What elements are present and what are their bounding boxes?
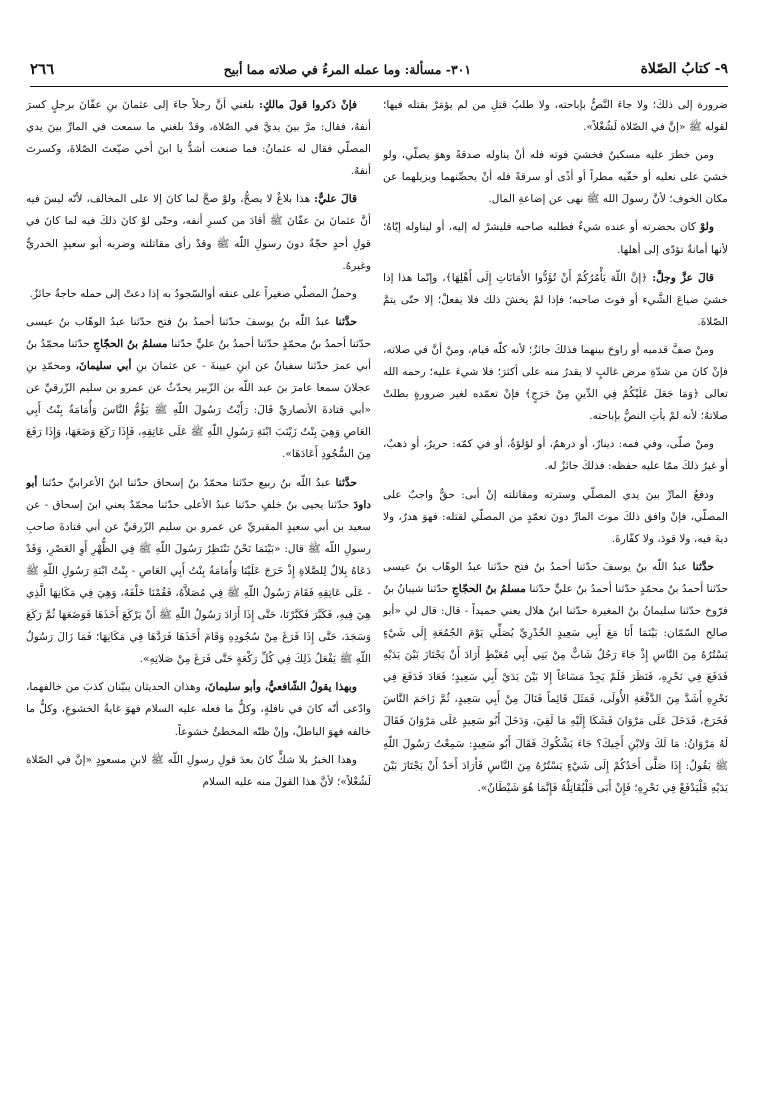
page-header [30,56,728,82]
paragraph-text: ومحمّدِ بنِ عجلانَ سمعا عامرَ بنَ عبد اللّه بن الزّبير يحدّثُ عن عمرو بن سليم الزّرقيِّ عن «أبي قتادةَ الأنصاريِّ قَالَ: رَأَيْتُ رَسُولَ اللّهِ ﷺ يَؤُمُّ النَّاسَ وَأُمَامَةُ بِنْتُ أَبِي العَاصِ وَهِيَ بِنْتُ زَيْنَبَ ابْنَةِ رَسُولِ اللّهِ ﷺ عَلَى عَاتِقِهِ، فَإِذَا رَكَعَ وَضَعَهَا، وَإِذَا رَفَعَ مِنَ السُّجُودِ أَعَادَهَا». [26,360,371,461]
lead-word: فإنْ ذكروا قولَ مالكٍ: [259,99,358,111]
lead-word: قالَ عليٌّ: [314,193,358,206]
paragraph: ومنْ صفَّ قدميه أو راوحَ بينهما فذلكَ جائزٌ؛ لأنه كلّه قيام، ومنْ أنَّ في صلاته، فإنْ كانَ من شدّةِ مرض غالبٍ لا يقدرُ منه على أكثرَ؛ فلا شيءَ عليه؛ رحمه الله تعالى ﴿وَمَا جَعَلَ عَلَيْكُمْ فِي الدِّينِ مِنْ حَرَجٍ﴾ فإنْ تعمّده لغير ضرورةٍ بطلتْ صلاتهُ؛ لأنه لمْ يأتِ النصُّ بإباحته. [383,343,728,423]
paragraph-text: عبدُ اللّه بنُ ربيع حدّثنا محمّدُ بنُ إسحاق حدّثنا ابنُ الأعرابيِّ حدّثنا [42,476,331,489]
lead-word: حدَّثنا [335,476,358,489]
paragraph: ومن خطرَ عليه مسكينٌ فخشيَ فوته فله أنْ يناوله صدقةً وهوَ يصلّي، ولو خشيَ على نعليه أو خفّيه مطراً أو أذًى أو سرقةً فله أنْ يحصِّنهما ويزيلهما عن مكان الخوف؛ لأنَّ رسولَ الله ﷺ نهى عن إضاعةِ المال. [383,149,728,206]
paragraph: ضرورة إلى ذلكَ؛ ولا جاءَ النَّصُّ بإباحته، ولا طلبُ قتلِ من لم يؤمَرْ بقتله فيها؛ لقوله ﷺ «إنَّ في الصّلاة لَشُغْلاً». [383,99,728,134]
paragraph-text: عبدُ اللّه بنُ يوسفَ حدّثنا أحمدُ بنُ فتح حدّثنا عبدُ الوهّاب بنُ عيسى حدّثنا أحمدُ بنُ محمّدٍ حدّثنا أحمدُ بنُ عليٍّ حدّثنا [383,560,728,595]
narrator-name: أبي سليمانَ، [75,360,132,373]
narrator-name: مسلمُ بنُ الحجّاجِ [451,582,526,595]
right-column [383,94,728,1099]
paragraph-text: حدّثنا يحيى بنُ خلفٍ حدّثنا عبدُ الأعلى حدّثنا محمّدٌ يعني ابنَ إسحاق - عن سعيد بن أبي سعيدٍ المقبريِّ عن عمرو بن سليم الزّرقيِّ عن أبي قتادةَ صاحبِ رسولِ اللّه ﷺ قال: «بَيْنَمَا نَحْنُ نَنْتَظِرُ رَسُولَ اللّهِ ﷺ فِي الظُّهْرِ أَوِ العَصْرِ، وَقَدْ دَعَاهُ بِلالٌ لِلصَّلاةِ إِذْ خَرَجَ عَلَيْنَا وَأُمَامَةُ بِنْتُ أَبِي العَاصِ - بِنْتُ ابْنَةِ رَسُولِ اللّهِ ﷺ - عَلَى عَاتِقِهِ فَقَامَ رَسُولُ اللّهِ ﷺ فِي مُصَلاَّهُ، فَقُمْنَا خَلْفَهُ، وَهِيَ فِي مَكَانِهَا الَّذِي هِيَ فِيهِ، فَكَبَّرَ فَكَبَّرْنَا، حَتَّى إِذَا أَرَادَ رَسُولُ اللّهِ ﷺ أَنْ يَرْكَعَ أَخَذَهَا فَوَضَعَهَا ثُمَّ رَكَعَ وَسَجَدَ، حَتَّى إِذَا فَرَغَ مِنْ سُجُودِهِ وَقَامَ أَخَذَهَا فَرَدَّهَا فِي مَكَانِهَا؛ فَمَا زَالَ رَسُولُ اللّهِ ﷺ يَفْعَلُ ذَلِكَ فِي كُلِّ رَكْعَةٍ حَتَّى فَرَغَ مِنْ صَلاتِهِ». [26,498,371,666]
narrator-name: مسلمُ بنُ الحجّاجِ [93,337,168,350]
paragraph-text: وهذان الحديثان يبيّنان كذبَ من خالفهما، وادّعى أنّه كانَ في نافلةٍ، وكلُّ ما فعله عليه السلام فهوَ غايةُ الخشوعِ، وكلُّ ما خالفه فهوَ الباطلُ، وإنْ ظنّه المخطئُ خشوعاً. [26,681,371,738]
paragraph: ومنْ صلّى، وفي فمه: دينارٌ، أو درهمٌ، أو لؤلؤةٌ، أو في كمّه: حريرٌ، أو ذهبٌ، أو غيرُ ذلكَ ممّا عليه حفظه: فذلكَ جائزٌ له. [383,438,728,473]
paragraph [383,267,728,333]
paragraph: وحملُ المصلّي صغيراً على عنقه أوالسّجودُ به إذا دعتْ إلى حمله حاجةٌ جائزٌ. [29,287,357,300]
paragraph: وهذا الخبرُ بلا شكٍّ كانَ بعدَ قولِ رسولِ اللّه ﷺ لابنِ مسعودٍ «إنَّ في الصّلاة لَشُغْلاً»؛ لأنَّ هذا القولَ منه عليه السلام [26,753,371,788]
paragraph: ودفعُ المارِّ بينَ يدي المصلّي وسترته ومقاتلته إنْ أبى: حقٌّ واجبٌ على المصلّي، فإنْ وافق ذلكَ موتَ المارِّ دونَ تعمّدٍ من المصلّي لقتله: فهوَ هدرٌ، ولا ديةَ فيه، ولا قودَ، ولا كفّارةَ. [383,488,728,545]
section-title: ٣٠١- مسألة: وما عمله المرءُ في صلاته مما أبيح [223,61,472,77]
paragraph-text: كان بحضرته أو عنده شيءٌ فطلبه صاحبه فليشرْ له إليه، أو ليناوله إيّاهُ؛ لأنها أمانةٌ تؤدّى إلى أهلها. [383,221,728,256]
page-number: ٢٦٦ [30,60,55,78]
header-rule [30,86,728,87]
lead-word: قالَ عزَّ وجلَّ: [652,271,714,284]
paragraph-text: بلغني أنَّ رجلاً جاءَ إلى عثمانَ بنِ عفّانَ برجلٍ كسرَ أنفهُ، فقال: مرَّ بينَ يديَّ في الصّلاة، وقدْ بلغني ما سمعت في المارِّ بينَ يدي المصلّي فقال له عثمانُ: فما صنعت أشدُّ يا ابنَ أخي ضيّعتَ الصّلاةَ، وكسرتَ أنفهُ. [26,99,371,178]
paragraph-text: عبدُ اللّه بنُ يوسفَ حدّثنا أحمدُ بنُ فتح حدّثنا عبدُ الوهّاب بنُ عيسى حدّثنا أحمدُ بنُ محمّدٍ حدّثنا أحمدُ بنُ عليٍّ حدّثنا [26,315,371,350]
chapter-title: ٩- كتابُ الصّلاة [640,61,728,77]
paragraph [26,94,371,182]
lead-word: وبهذا يقولُ الشّافعيُّ، وأبو سليمانَ، [204,681,357,694]
paragraph [383,216,728,260]
narrator-name: أبو داودَ [26,476,371,511]
lead-word: ولوْ [700,221,714,234]
paragraph-text: ﴿إنَّ اللّهَ يَأْمُرُكُمْ أَنْ تُؤَدُّوا الأَمَانَاتِ إِلَى أَهْلِهَا﴾، وإنّما هذا إذا خشيَ ضياعَ الشَّيء أو فوتَ صاحبه؛ فإذا لمْ يخشَ ذلك فلا يفعلْ؛ إلا حتّى يتمَّ الصّلاةَ. [383,271,728,328]
lead-word: حدَّثنا [335,315,358,328]
paragraph [26,676,371,742]
paragraph-text: حدّثنا شيبانُ بنُ فرّوخ حدّثنا سليمانُ بنُ المغيرة حدّثنا ابنُ هلال يعني حميداً - قال: قال لي «أبو صالح السّمّان: بَيْنَمَا أَنَا مَعَ أَبِي سَعِيدٍ الخُدْرِيِّ يُصَلِّي يَوْمَ الجُمُعَةِ إِلَى شَيْءٍ يَسْتُرُهُ مِنَ النَّاسِ إِذْ جَاءَ رَجُلٌ شَابٌّ مِنْ بَنِي أَبِي مُعَيْطٍ أَرَادَ أَنْ يَجْتَازَ بَيْنَ يَدَيْهِ فَدَفَعَ فِي نَحْرِهِ، فَنَظَرَ فَلَمْ يَجِدْ مَسَاغاً إِلا بَيْنَ يَدَيْ أَبِي سَعِيدٍ؛ فَعَادَ فَدَفَعَ فِي نَحْرِهِ أَشَدَّ مِنَ الدَّفْعَةِ الأُولَى، فَمَثَلَ قَائِماً فَنَالَ مِنْ أَبِي سَعِيدٍ، ثُمَّ زَاحَمَ النَّاسَ فَخَرَجَ، فَدَخَلَ عَلَى مَرْوَانَ فَشَكَا إِلَيْهِ مَا لَقِيَ، وَدَخَلَ أَبُو سَعِيدٍ عَلَى مَرْوَانَ فَقَالَ لَهُ مَرْوَانُ: مَا لَكَ وَلابْنِ أَخِيكَ؟ جَاءَ يَشْكُوكَ فَقَالَ أَبُو سَعِيدٍ: سَمِعْتُ رَسُولَ اللّهِ ﷺ يَقُولُ: إِذَا صَلَّى أَحَدُكُمْ إِلَى شَيْءٍ يَسْتُرُهُ مِنَ النَّاسِ فَأَرَادَ أَحَدٌ أَنْ يَجْتَازَ بَيْنَ يَدَيْهِ فَلْيَدْفَعْ فِي نَحْرِهِ؛ فَإِنْ أَبَى فَلْيُقَاتِلْهُ فَإِنَّمَا هُوَ شَيْطَانٌ». [383,582,728,794]
paragraph [26,472,371,671]
paragraph [26,188,371,276]
left-column [26,94,371,1099]
paragraph [383,556,728,799]
paragraph-text: هذا بلاغٌ لا يصحُّ، ولوْ صحَّ لما كانَ إلا على المخالف، لأنّه ليسَ فيه أنَّ عثمانَ بنَ عفّانَ ﷺ أقادَ من كسرِ أنفه، وحتّى لوْ كانَ ذلكَ فيه لما كانَ في قولِ أحدٍ حجّةٌ دونَ رسولِ اللّه ﷺ وقدْ رأى مقاتلته وضربه أبو سعيدٍ الخدريُّ وغيرهُ. [26,193,371,272]
lead-word: حدَّثنا [692,560,715,573]
paragraph [26,311,371,466]
paragraph-text: حدّثنا محمّدُ بنُ أبي عمرَ حدّثنا سفيانُ عن ابنِ عيينةَ - عن عثمانَ بنِ [26,337,371,373]
